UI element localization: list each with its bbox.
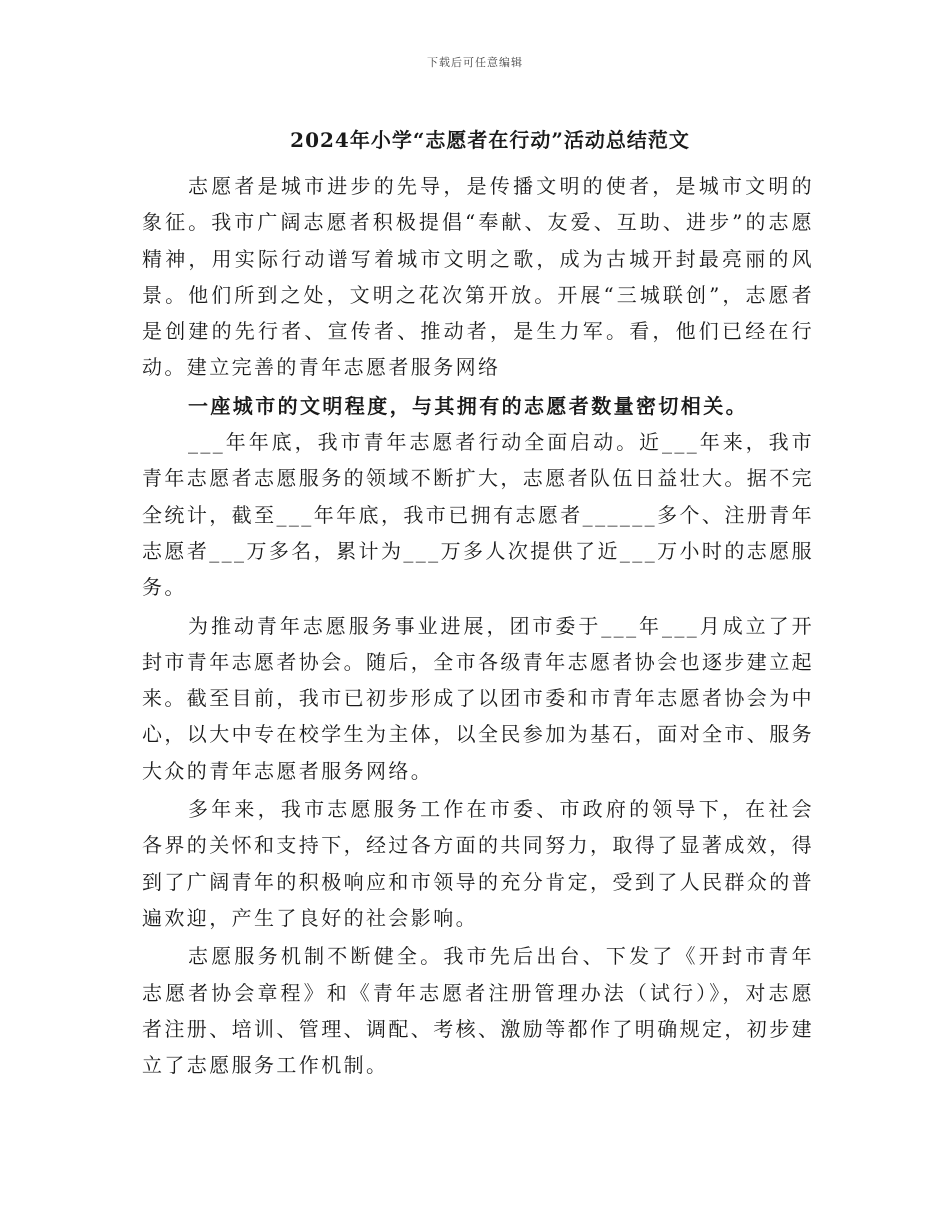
paragraph-intro: 志愿者是城市进步的先导，是传播文明的使者，是城市文明的象征。我市广阔志愿者积极提倡“奉献、友爱、互助、进步”的志愿精神，用实际行动谱写着城市文明之歌，成为古城开封最亮丽的风景。他们所到之处，文明之花次第开放。开展“三城联创”，志愿者是创建的先行者、宣传者、推动者，是生力军。看，他们已经在行动。建立完善的青年志愿者服务网络 (142, 174, 814, 380)
paragraph-statistics: ___年年底，我市青年志愿者行动全面启动。近___年来，我市青年志愿者志愿服务的领域不断扩大，志愿者队伍日益壮大。据不完全统计，截至___年年底，我市已拥有志愿者______多个、注册青年志愿者___万多名，累计为___万多人次提供了近___万小时的志愿服务。 (142, 430, 814, 600)
paragraph-mechanism: 志愿服务机制不断健全。我市先后出台、下发了《开封市青年志愿者协会章程》和《青年志愿者注册管理办法（试行）》，对志愿者注册、培训、管理、调配、考核、激励等都作了明确规定，初步建立了志愿服务工作机制。 (142, 944, 814, 1078)
paragraph-bold-heading: 一座城市的文明程度，与其拥有的志愿者数量密切相关。 (188, 393, 748, 418)
paragraph-association: 为推动青年志愿服务事业进展，团市委于___年___月成立了开封市青年志愿者协会。随后，全市各级青年志愿者协会也逐步建立起来。截至目前，我市已初步形成了以团市委和市青年志愿者协会为中心，以大中专在校学生为主体，以全民参加为基石，面对全市、服务大众的青年志愿者服务网络。 (142, 613, 814, 783)
document-title: 2024年小学“志愿者在行动”活动总结范文 (290, 128, 690, 152)
paragraph-achievements: 多年来，我市志愿服务工作在市委、市政府的领导下，在社会各界的关怀和支持下，经过各方面的共同努力，取得了显著成效，得到了广阔青年的积极响应和市领导的充分肯定，受到了人民群众的普遍欢迎，产生了良好的社会影响。 (142, 797, 814, 930)
header-note: 下载后可任意编辑 (427, 56, 523, 69)
document-body (142, 168, 814, 1083)
